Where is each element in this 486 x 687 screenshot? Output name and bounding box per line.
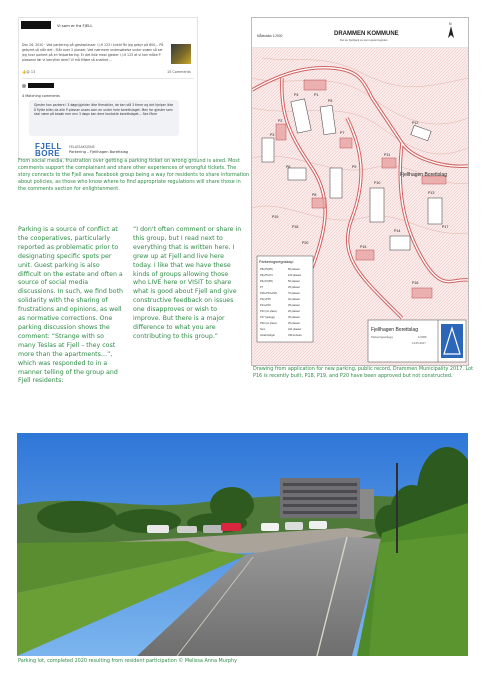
titleblock-name: Fjellhagen Borettslag — [371, 327, 418, 333]
facebook-post-screenshot — [19, 18, 197, 158]
table-row-value: 40 plasser — [288, 298, 300, 301]
body-text-right: “I don't often comment or share in this group, but I read next to everything that is written here. I grew up at Fjell and live here today. I like that we have these kinds of groups allowing those who LIVE here or VISIT to share what is good about Fjell and give constructive feedback on issues one disapproves or wish to improve. But there is a major difference to what you are contributing to this group.” — [133, 226, 242, 340]
map-scale: MÅlestokk 1:2000 — [257, 34, 283, 38]
parking-label: P11 — [384, 153, 391, 157]
table-row-value: 56 plasser — [288, 268, 300, 271]
logo-subtitle: FELLESAKSJONS — [69, 145, 95, 149]
parking-label: P4 — [294, 93, 299, 97]
table-row-label: P6+P5+P4 — [260, 274, 273, 277]
table-row-label: P20 (no plass) — [260, 322, 277, 325]
parking-label: P17 — [442, 225, 449, 229]
table-row-value: 70 plasser — [288, 292, 300, 295]
parking-label: P6 — [286, 165, 291, 169]
comment-text: Gjester kan parkere i 3 døgn/gjelder ikke firmabiler, de kan stå 3 timer og det hjelper ikke å flytte bilen da alle P-plasser anses som en under hele borettslaget. Men for gjester som skal være på besøk mer enn 3 døgn kan dere kontakte borettslaget... See More — [34, 103, 174, 117]
parking-lot-photo — [17, 433, 468, 656]
parking-label: P13 — [428, 191, 435, 195]
table-row-value: 25 plasser — [288, 286, 300, 289]
body-text-left: Parking is a source of conflict at the cooperatives, particularly reported as problematic prior to designating specific spots per unit. Guest parking is also difficult on the estate and often a source of social media discussions. In such, we find both solidarity with the sharing of frustrations and opinions, as well as normative corrections. One parking discussion shows the comment: “Strange with so many Teslas at Fjell – they cost more than the apartments…”, which was responded to in a manner telling of the group and Fjell residents: — [18, 226, 123, 385]
parking-label: P18 — [292, 225, 299, 229]
parking-label: P9 — [352, 165, 357, 169]
parking-map — [252, 18, 468, 365]
map-caption: Drawing from application for new parking, public record, Drammen Municipality 2017. Lot P16 is recently built, P18, P19, and P20 have been approved but not constructed. — [253, 366, 473, 379]
table-title: Parkeringsregnskap: — [259, 260, 294, 264]
map-subtitle: Del av Fjellpark av det reguleringsplan — [340, 38, 388, 42]
table-row-label: P17 (anlegg) — [260, 316, 275, 319]
comments-count: 10 Comments — [167, 70, 191, 74]
facebook-caption: From social media, frustration over getting a parking ticket on wrong ground is aired. Most comments support the complainant and share other experiences of wrongful tickets. The story connects to the Fjell area Facebook group being a way for residents to share information about policies, as those who know where to find appropriate regulations will share those in the comments section for enlightenment. — [18, 158, 250, 192]
shared-group-name: Parkering – Fjellhagen Borettslag — [69, 150, 129, 154]
reaction-icons: 👍😠 — [22, 70, 31, 74]
parking-label: P3 — [270, 133, 275, 137]
titleblock-sub: Parkeringsanlegg — [371, 335, 393, 339]
titleblock-date2: 11.05.2017 — [412, 341, 426, 345]
redacted-name — [21, 21, 51, 29]
parking-label: P19 — [272, 215, 279, 219]
estate-label: Fjellhagen Borettslag — [400, 172, 447, 178]
parking-label: P10 — [374, 181, 381, 185]
apartment-building — [280, 478, 374, 519]
parking-label: P5 — [328, 99, 333, 103]
table-row-label: P13 (no plass) — [260, 310, 277, 313]
comment-bubble — [29, 100, 179, 136]
parking-table — [257, 256, 313, 342]
table-row-value: 421 plasser — [288, 328, 302, 331]
post-text: Dec 26, 2020 · Ved parkering på gjesteplasser i J.H 123 i kveld får jeg gebyr på 600,-. På gebyret så står det : Står over 2 plasser. Ved nærmere undersøkelse under snøen så ser jeg hvor parkert på en feilparkering. Er det ikke mest gjester i J.H 123 at vi kan måke P plassene før vi benytter dem? Vi må tilføre så snakket … — [22, 43, 164, 62]
svg-text:N: N — [449, 22, 452, 26]
table-row-label: P14+P16 — [260, 304, 271, 307]
table-row-label: P7 — [260, 286, 264, 289]
parking-label: P7 — [340, 131, 345, 135]
post-header — [19, 18, 197, 32]
table-row-label: P3+P2(P6) — [260, 280, 273, 283]
lamp-post — [396, 463, 398, 553]
parking-label: P20 — [302, 241, 309, 245]
title-block — [368, 320, 466, 362]
matching-comments-label: 4 Matching comments — [22, 94, 60, 98]
avatar — [22, 84, 26, 88]
table-row-label: Sum — [260, 328, 266, 331]
parking-label: P16 — [412, 281, 419, 285]
redacted-commenter — [28, 83, 54, 88]
parking-label: P1 — [314, 93, 319, 97]
parking-label: P8 — [312, 193, 317, 197]
table-row-label: P8+P9(P6) — [260, 268, 273, 271]
logo-line-2: BORE — [35, 149, 61, 158]
map-title: DRAMMEN KOMMUNE — [334, 31, 399, 37]
reactions-count: 👍😠 13 — [22, 70, 36, 74]
table-row-value: 50 plasser — [288, 280, 300, 283]
table-row-label: P12+P15 — [260, 298, 271, 301]
divider — [22, 78, 194, 79]
titleblock-date: 1/2006 — [418, 335, 427, 339]
parking-label: P12 — [412, 121, 419, 125]
logo-line-1: FJELL — [35, 142, 62, 151]
photo-caption: Parking lot, completed 2020 resulting from resident participation © Melissa Anna Murphy — [18, 658, 237, 664]
parking-label: P2 — [278, 119, 283, 123]
photo-drawing — [17, 433, 468, 656]
post-thumbnail — [171, 44, 191, 64]
parking-label: P14 — [394, 229, 401, 233]
table-row-value: 30 plasser — [288, 316, 300, 319]
parking-label: P15 — [360, 245, 367, 249]
table-row-value: 35 plasser — [288, 304, 300, 307]
table-row-value: 20 plasser — [288, 310, 300, 313]
table-row-value: 25 plasser — [288, 322, 300, 325]
group-title: Vi som er fra FJELL — [57, 23, 93, 28]
table-row-label: Antall boliger — [260, 334, 275, 337]
map-drawing — [252, 18, 468, 365]
table-row-value: 100 plasser — [288, 274, 302, 277]
table-row-label: P18+P19+P20 — [260, 292, 277, 295]
table-row-value: 330 enheter — [288, 334, 302, 337]
